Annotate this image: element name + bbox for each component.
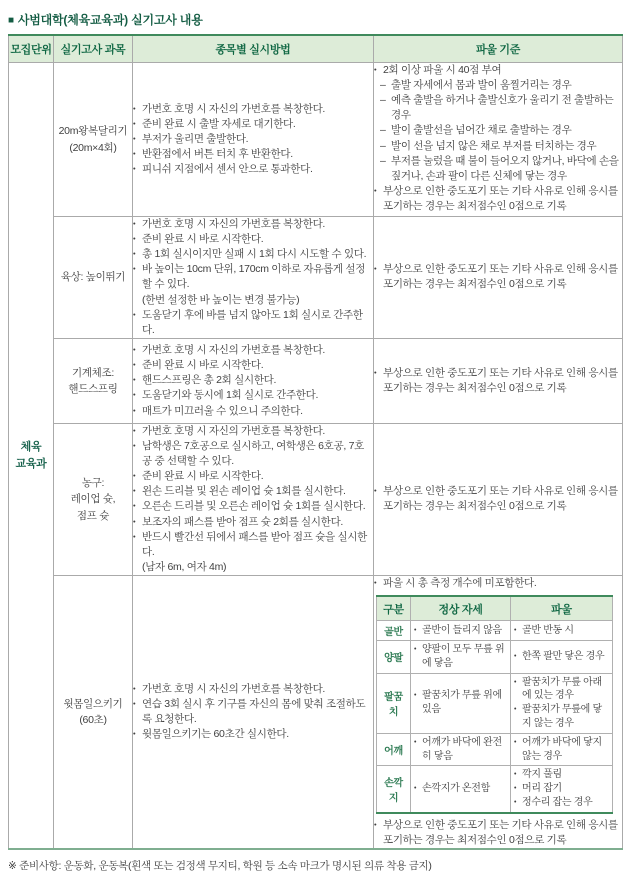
subject-line: (60초) [79, 714, 107, 727]
method-item: • 가번호 호명 시 자신의 가번호를 복창한다. [133, 424, 373, 439]
method-item: • 준비 완료 시 바로 시작한다. [133, 232, 373, 247]
foul-posture-item: • 정수리 잡는 경우 [514, 796, 609, 810]
subject-cell [54, 63, 133, 217]
col-header-foul-criteria: 파울 기준 [374, 35, 623, 63]
criteria-label: 양팔 [377, 641, 411, 674]
fouls-list [374, 63, 622, 214]
document-page [0, 11, 628, 873]
method-item: • 매트가 미끄러울 수 있으니 주의한다. [133, 404, 373, 419]
foul-subitem: – 발이 출발선을 넘어간 채로 출발하는 경우 [374, 123, 622, 138]
method-item: • 가번호 호명 시 자신의 가번호를 복창한다. [133, 217, 373, 232]
fouls-cell [374, 575, 623, 849]
methods-cell [133, 217, 374, 339]
criteria-header-row [377, 596, 613, 621]
criteria-row-elbow [377, 673, 613, 733]
criteria-col-foul: 파울 [511, 596, 613, 621]
foul-subitem: – 예측 출발을 하거나 출발신호가 울리기 전 출발하는 경우 [374, 93, 622, 123]
method-item: • 도움닫기와 동시에 1회 실시로 간주한다. [133, 388, 373, 403]
foul-item: • 부상으로 인한 중도포기 또는 기타 사유로 인해 응시를 포기하는 경우는 최저점수인 0점으로 기록 [374, 262, 622, 292]
criteria-label: 손깍지 [377, 766, 411, 813]
foul-item: • 부상으로 인한 중도포기 또는 기타 사유로 인해 응시를 포기하는 경우는 최저점수인 0점으로 기록 [374, 366, 622, 396]
normal-posture-cell [411, 733, 511, 766]
exam-row-shuttle-run [9, 63, 623, 217]
subject-line: 핸드스프링 [68, 382, 118, 395]
criteria-label: 팔꿈치 [377, 673, 411, 733]
methods-cell [133, 63, 374, 217]
methods-list [133, 102, 373, 178]
methods-list [133, 343, 373, 419]
method-item: • 왼손 드리블 및 왼손 레이업 슛 1회를 실시한다. [133, 484, 373, 499]
method-item: • 총 1회 실시이지만 실패 시 1회 다시 시도할 수 있다. [133, 247, 373, 262]
methods-list [133, 682, 373, 742]
method-item: • 연습 3회 실시 후 기구를 자신의 몸에 맞춰 조절하도록 요청한다. [133, 697, 373, 727]
header-row [9, 35, 623, 63]
method-item-continuation: (남자 6m, 여자 4m) [142, 560, 227, 573]
criteria-label: 어깨 [377, 733, 411, 766]
unit-line: 교육과 [15, 457, 47, 470]
method-item: • 윗몸일으키기는 60초간 실시한다. [133, 727, 373, 742]
title-square-icon: ■ [8, 15, 14, 26]
criteria-label: 골반 [377, 621, 411, 641]
methods-list [133, 217, 373, 338]
foul-posture-item: • 어깨가 바닥에 닿지 않는 경우 [514, 736, 609, 764]
foul-subitem: – 발이 선을 넘지 않은 채로 부저를 터치하는 경우 [374, 139, 622, 154]
normal-posture-item: • 어깨가 바닥에 완전히 닿음 [414, 736, 507, 764]
foul-item: • 2회 이상 파울 시 40점 부여 [374, 63, 622, 78]
page-title [8, 11, 628, 28]
normal-posture-item: • 골반이 들리지 않음 [414, 624, 507, 638]
criteria-row-pelvis [377, 621, 613, 641]
fouls-cell [374, 217, 623, 339]
normal-posture-cell [411, 766, 511, 813]
foul-item: • 부상으로 인한 중도포기 또는 기타 사유로 인해 응시를 포기하는 경우는 최저점수인 0점으로 기록 [374, 818, 622, 848]
foul-posture-item: • 머리 잡기 [514, 782, 609, 796]
criteria-row-arms [377, 641, 613, 674]
methods-cell [133, 423, 374, 575]
fouls-cell [374, 338, 623, 423]
subject-cell [54, 217, 133, 339]
criteria-row-shoulder [377, 733, 613, 766]
subject-line: 점프 슛 [76, 509, 110, 522]
criteria-col-category: 구분 [377, 596, 411, 621]
normal-posture-item: • 양팔이 모두 무릎 위에 닿음 [414, 643, 507, 671]
normal-posture-cell [411, 641, 511, 674]
exam-row-handspring [9, 338, 623, 423]
foul-posture-cell [511, 641, 613, 674]
exam-table [8, 34, 623, 850]
method-item: • 반드시 빨간선 뒤에서 패스를 받아 점프 슛을 실시한다. [133, 530, 373, 560]
foul-posture-cell [511, 621, 613, 641]
subject-line: 레이업 슛, [70, 493, 116, 506]
fouls-list [374, 818, 622, 848]
method-item: • 피니쉬 지점에서 센서 안으로 통과한다. [133, 162, 373, 177]
subject-cell [54, 423, 133, 575]
exam-row-high-jump [9, 217, 623, 339]
method-item: • 준비 완료 시 바로 시작한다. [133, 469, 373, 484]
foul-subitem: – 출발 자세에서 몸과 발이 움찔거리는 경우 [374, 78, 622, 93]
fouls-list [374, 366, 622, 396]
fouls-list [374, 484, 622, 514]
methods-cell [133, 338, 374, 423]
footnote: ※ 준비사항: 운동화, 운동복(흰색 또는 검정색 무지티, 학원 등 소속 마크가 명시된 의류 착용 금지) [8, 860, 432, 873]
method-item: • 가번호 호명 시 자신의 가번호를 복창한다. [133, 682, 373, 697]
method-item: • 준비 완료 시 출발 자세로 대기한다. [133, 117, 373, 132]
subject-line: 20m왕복달리기 [58, 125, 128, 138]
col-header-recruitment-unit: 모집단위 [9, 35, 54, 63]
method-item: • 준비 완료 시 바로 시작한다. [133, 358, 373, 373]
criteria-col-normal-posture: 정상 자세 [411, 596, 511, 621]
col-header-exam-subject: 실기고사 과목 [54, 35, 133, 63]
situp-criteria-table [376, 595, 613, 814]
normal-posture-cell [411, 673, 511, 733]
subject-line: 농구: [81, 477, 105, 490]
method-item: • 도움닫기 후에 바를 넘지 않아도 1회 실시로 간주한다. [133, 308, 373, 338]
method-item: • 오른손 드리블 및 오른손 레이업 슛 1회를 실시한다. [133, 499, 373, 514]
fouls-cell [374, 63, 623, 217]
normal-posture-item: • 손깍지가 온전함 [414, 782, 507, 796]
method-item: • 핸드스프링은 총 2회 실시한다. [133, 373, 373, 388]
method-item: • 남학생은 7호공으로 실시하고, 여학생은 6호공, 7호공 중 선택할 수 있다. [133, 439, 373, 469]
normal-posture-item: • 팔꿈치가 무릎 위에 있음 [414, 689, 507, 717]
page-title-text: 사범대학(체육교육과) 실기고사 내용 [17, 13, 203, 27]
fouls-list [374, 262, 622, 292]
method-item: • 바 높이는 10cm 단위, 170cm 이하로 자유롭게 설정할 수 있다. [133, 262, 373, 292]
method-item: • 가번호 호명 시 자신의 가번호를 복창한다. [133, 343, 373, 358]
foul-posture-item: • 팔꿈치가 무릎에 닿지 않는 경우 [514, 703, 609, 731]
foul-subitem: – 부저를 눌렀을 때 불이 들어오지 않거나, 바닥에 손을 짚거나, 손과 팔이 다른 신체에 닿는 경우 [374, 154, 622, 184]
foul-posture-item: • 한쪽 팔만 닿은 경우 [514, 650, 609, 664]
methods-list [133, 424, 373, 575]
method-item: • 부저가 울리면 출발한다. [133, 132, 373, 147]
criteria-row-hand-clasp [377, 766, 613, 813]
exam-row-basketball [9, 423, 623, 575]
method-item: • 보조자의 패스를 받아 점프 슛 2회를 실시한다. [133, 515, 373, 530]
fouls-list [374, 576, 622, 591]
exam-row-situp [9, 575, 623, 849]
fouls-cell [374, 423, 623, 575]
subject-cell [54, 338, 133, 423]
subject-line: 기계체조: [72, 366, 114, 379]
normal-posture-cell [411, 621, 511, 641]
subject-cell [54, 575, 133, 849]
method-item-continuation: (한번 설정한 바 높이는 변경 불가능) [142, 293, 300, 306]
foul-posture-item: • 깍지 풀림 [514, 768, 609, 782]
unit-line: 체육 [20, 441, 42, 454]
foul-posture-cell [511, 766, 613, 813]
col-header-method: 종목별 실시방법 [133, 35, 374, 63]
unit-cell [9, 63, 54, 850]
foul-item: • 부상으로 인한 중도포기 또는 기타 사유로 인해 응시를 포기하는 경우는 최저점수인 0점으로 기록 [374, 184, 622, 214]
method-item: • 반환점에서 버튼 터치 후 반환한다. [133, 147, 373, 162]
method-item: • 가번호 호명 시 자신의 가번호를 복창한다. [133, 102, 373, 117]
foul-posture-item: • 팔꿈치가 무릎 아래에 있는 경우 [514, 676, 609, 704]
foul-posture-cell [511, 673, 613, 733]
foul-posture-cell [511, 733, 613, 766]
foul-item: • 파울 시 총 측정 개수에 미포함한다. [374, 576, 622, 591]
foul-posture-item: • 골반 반동 시 [514, 624, 609, 638]
methods-cell [133, 575, 374, 849]
subject-line: (20m×4회) [69, 141, 117, 154]
foul-item: • 부상으로 인한 중도포기 또는 기타 사유로 인해 응시를 포기하는 경우는 최저점수인 0점으로 기록 [374, 484, 622, 514]
subject-line: 윗몸일으키기 [63, 697, 123, 710]
subject-line: 육상: 높이뛰기 [60, 271, 126, 284]
